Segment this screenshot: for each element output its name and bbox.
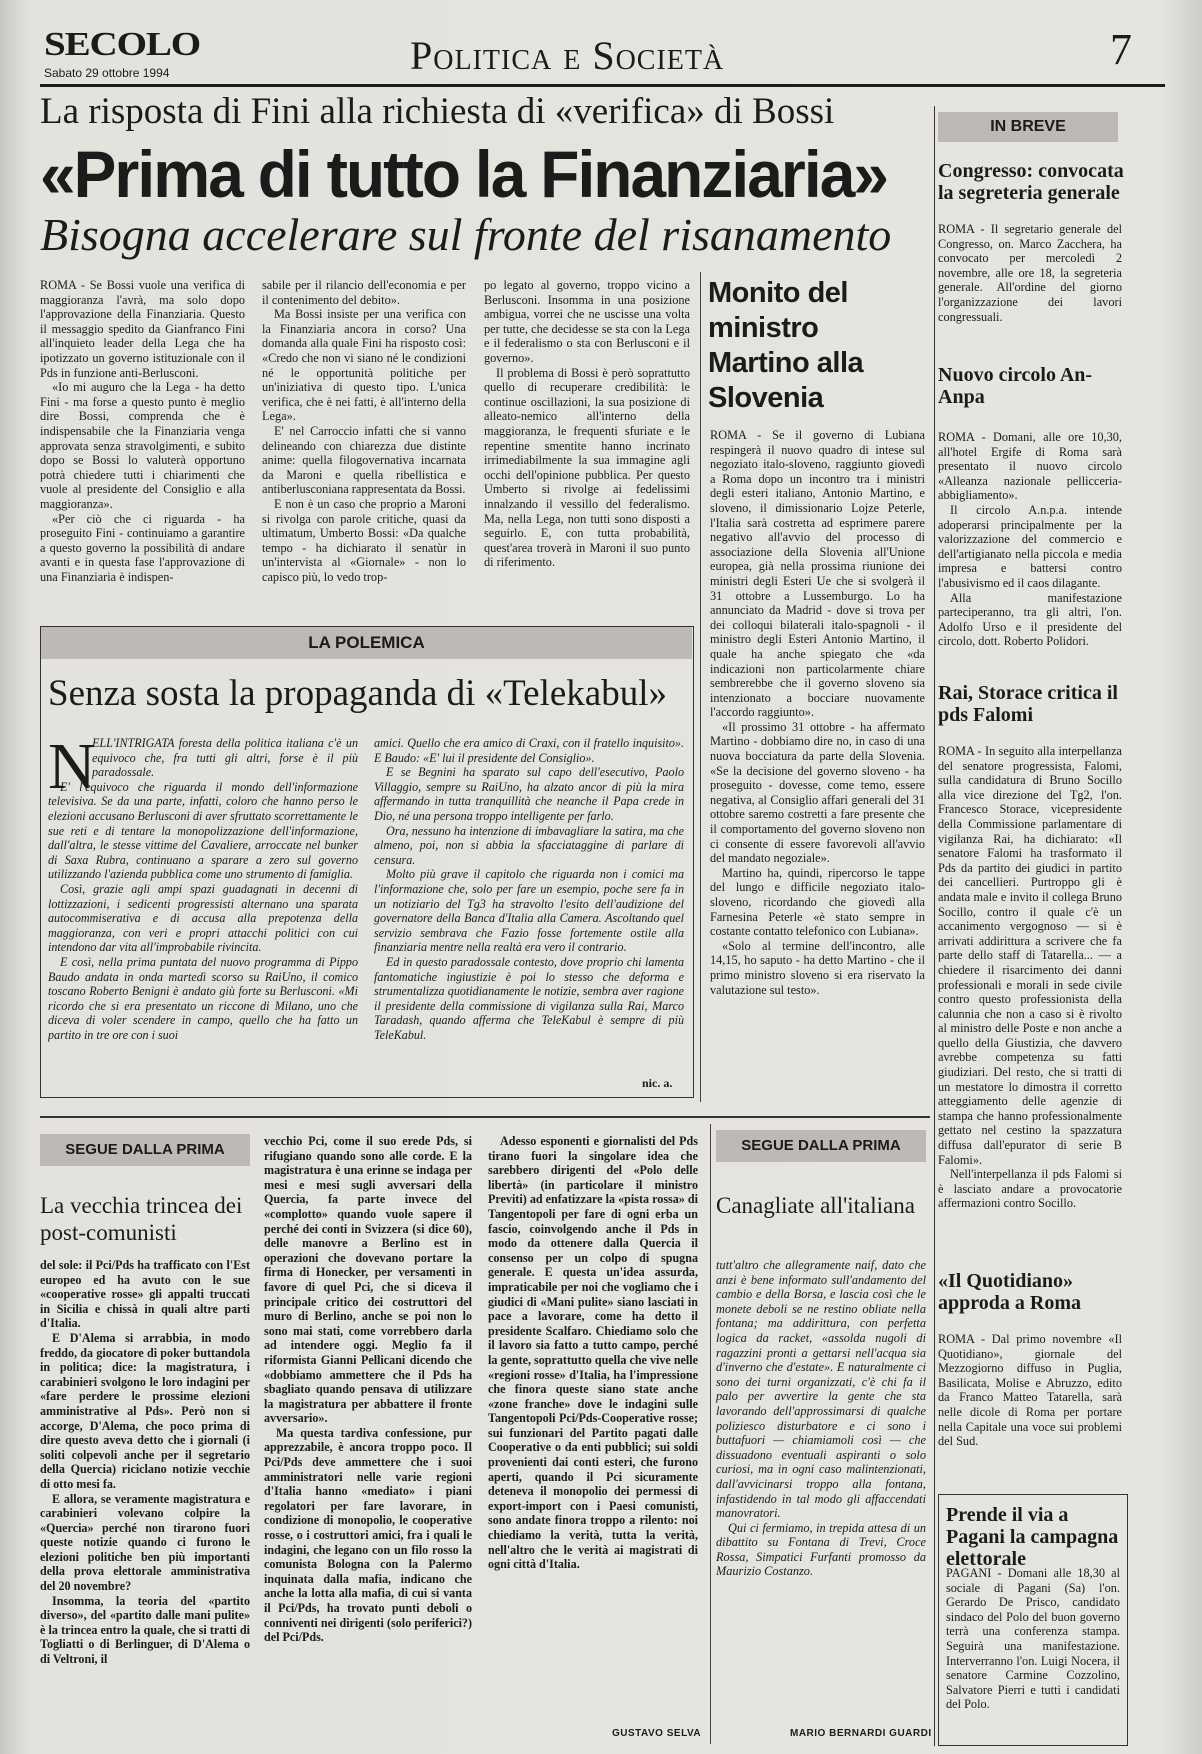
polemica-paragraph: Così, grazie agli ampi spazi guadagnati in decenni di lottizzazioni, i sedicenti progressisti alternano una sparata autocommiserativa e di accusa alla prepotenza della maggioranza, con veri e propri attacchi politici con cui intendono dar vita all'improbabile rivincita. [48,881,358,955]
brief-body [946,1566,1120,1738]
polemica-band: LA POLEMICA [41,627,692,659]
segue1-column-3 [488,1134,698,1724]
monito-title: Monito del ministro Martino alla Slovenia [708,277,864,414]
lead-paragraph: ROMA - Se Bossi vuole una verifica di maggioranza l'avrà, ma solo dopo l'approvazione della Finanziaria. Questo il messaggio spedito da Gianfranco Fini all'inquieto leader della Lega che ha ipotizzato un governo istituzionale con il Pds in funzione anti-Berlusconi. [40,278,245,380]
brief-paragraph: Nell'interpellanza il pds Falomi si è lasciato andare a provocatorie affermazioni contro Socillo. [938,1167,1122,1211]
sidebar-rule [934,106,935,1746]
lead-column-1 [40,278,245,616]
segue2-title: Canagliate all'italiana [716,1193,915,1218]
brief-paragraph: ROMA - Dal primo novembre «Il Quotidiano», giornale del Mezzogiorno diffuso in Puglia, Basilicata, Molise e Abruzzo, edito da Franco Matteo Tatarella, sarà nelle dicole di Roma per portare nella Capitale una voce sui problemi del Sud. [938,1332,1122,1449]
polemica-paragraph: E così, nella prima puntata del nuovo programma di Pippo Baudo andata in onda martedì scorso su RaiUno, il comico toscano Roberto Benigni è andato giù forte su Berlusconi. «Mi ricordo che si era presentato un ricconе di Milano, uno che diceva di voler scendere in campo, quello che ha fatto un partito in tre ore con i suoi [48,954,358,1042]
segue2-band: SEGUE DALLA PRIMA [716,1130,926,1162]
brief-title: Rai, Storace critica il pds Falomi [938,682,1118,726]
monito-paragraph: «Solo al termine dell'incontro, alle 14,15, ho saputo - ha detto Martino - che il primo ministro sloveno si era riservato la valutazione sul testo». [710,938,925,997]
brief-paragraph: ROMA - Il segretario generale del Congresso, on. Marco Zacchera, ha convocato per mercoledì 2 novembre, alle ore 18, la segreteria generale. All'ordine del giorno l'organizzazione dei lavori congressuali. [938,222,1122,324]
column-divider [710,1124,711,1744]
brief-paragraph: ROMA - In seguito alla interpellanza del senatore progressista, Falomi, sulla candidatura di Bruno Socillo alla vice direzione del Tg2, l'on. Francesco Storace, vicepresidente della Commissione parlamentare di vigilanza Rai, ha dichiarato: «Il senatore Falomi ha trasformato il Pds da partito dei giudici in partito dei cancellieri. Purtroppo gli è andata male e invito il collega Bruno Socillo, contro il quale c'è un accanimento vergognoso — si è arrivati addirittura a scrivere che fa parte dello staff di Tatarella... — a chiedere il risarcimento dei danni professionali e morali in sede civile contro questo professionista della calunnia che non a caso si è rivolto al ministro delle Poste e non anche a quello della Giustizia, che davvero avrebbe competenza su fatti giudiziari. Del resto, che si tratti di un mestatore lo dimostra il corretto atteggiamento delle agenzie di stampa che hanno professionalmente gettato nel cestino la spazzatura diffusa dall'epurator di serie B Falomi». [938,744,1122,1167]
lead-paragraph: sabile per il rilancio dell'economia e per il contenimento del debito». [262,278,466,307]
lead-paragraph: po legato al governo, troppo vicino a Berlusconi. Insomma in una posizione ambigua, vorrei che ne uscisse una volta per tutte, che decidesse se sta con la Lega e il federalismo o sta con Berlusconi e il governo». [484,278,690,365]
polemica-column-1 [48,730,358,1081]
monito-paragraph: Martino ha, quindi, ripercorso le tappe del lungo e difficile negoziato italo-sloveno, ricordando che giovedì alla Farnesina Peterle «è stato sempre in costante contatto telefonico con Lubiana». [710,865,925,939]
segue2-paragraph: Qui ci fermiamo, in trepida attesa di un dibattito su Fontana di Trevi, Croce Rossa, Simpatici Furfanti promosso da Maurizio Costanzo. [716,1520,926,1579]
lead-subhead: Bisogna accelerare sul fronte del risanamento [40,209,892,260]
polemica-paragraph: Ora, nessuno ha intenzione di imbavagliare la satira, ma che almeno, poi, non si abbia la sfacciataggine di parlare di censura. [374,823,684,867]
monito-paragraph: «Il prossimo 31 ottobre - ha affermato Martino - dobbiamo dire no, in caso di una nuova bocciatura da parte della Slovenia. «Se la decisione del governo sloveno - ha proseguito - dovesse, come temo, essere negativa, al Consiglio affari generali del 31 ottobre saremo costretti a fare presente che il comportamento del governo sloveno non ci consente di essere favorevoli all'avvio del mandato negoziale». [710,719,925,866]
page-number: 7 [1110,25,1132,74]
lead-paragraph: Ma Bossi insiste per una verifica con la Finanziaria ancora in corso? Una domanda alla quale Fini ha risposto così: «Credo che non vi siano né le condizioni né le opportunità politiche per un'iniziativa di questo tipo. L'unica verifica, che è nei fatti, è all'interno della Lega». [262,307,466,424]
brief-paragraph: Alla manifestazione parteciperanno, tra gli altri, l'on. Adolfo Urso e il presidente del circolo, dott. Roberto Polidori. [938,590,1122,649]
polemica-paragraph: amici. Quello che era amico di Craxi, con il fratello inquisito». E Baudo: «E' lui il presidente del Consiglio». [374,736,684,765]
segue1-paragraph: Insomma, la teoria del «partito diverso», del «partito dalle mani pulite» è la trincea entro la quale, che si tratti di Togliatti o di Berlinguer, di D'Alema o di Veltroni, il [40,1593,250,1667]
brief-title: Nuovo circolo An-Anpa [938,364,1093,408]
segue1-column-2 [264,1134,472,1744]
segue2-paragraph: tutt'altro che allegramente naif, dato che anzi è bene informato sull'andamento del cambio e della Borsa, e lascia così che le monete deboli se ne restino obliate nella fontana; ma addirittura, con perfetta logica da racket, «assolda nugoli di ragazzini pronti a gettarsi nell'acqua sia d'inverno che d'estate». E naturalmente ci sono dei turni organizzati, c'è chi fa il palo per avvertire la gente che sta lavorando dell'approssimarsi di qualche poliziesco disturbatore e ci sono i buttafuori — chiamiamoli così — che dissuadono eventuali aspiranti o solo curiosi, ma in ogni caso malintenzionati, dall'avvicinarsi troppo alla fontana, infastidendo in tal modo gli affaccendati manovratori. [716,1258,926,1521]
polemica-paragraph: Ed in questo paradossale contesto, dove proprio chi lamenta fantomatiche ingiustizie è poi lo stesso che deforma e strumentalizza quotidianamente le notizie, sembra aver ragione il presidente della commissione di vigilanza sulla Rai, Marco Taradash, quando afferma che TeleKabul è sempre di più TeleKabul. [374,954,684,1042]
lead-headline: «Prima di tutto la Finanziaria» [40,137,888,211]
lead-column-3 [484,278,690,616]
polemica-paragraph: E se Begnini ha sparato sul capo dell'esecutivo, Paolo Villaggio, sempre su RaiUno, ha alzato ancor di più la mira affermando in tutta tranquillità che neanche il Papa crede in Dio, né una persona troppo intelligente per farlo. [374,765,684,823]
brief-paragraph: PAGANI - Domani alle 18,30 al sociale di Pagani (Sa) l'on. Gerardo De Prisco, candidato sindaco del Polo del buon governo terrà una conferenza stampa. Seguirà una manifestazione. Interverranno l'on. Luigi Nocera, il senatore Carmine Cozzolino, Salvatore Pierri e tutti i candidati del Polo. [946,1566,1120,1712]
polemica-paragraph: Molto più grave il capitolo che riguarda non i comici ma l'informazione che, solo per fare un esempio, poche sere fa in un notiziario del Tg3 ha stravolto l'esito dell'audizione del governatore della Banca d'Italia alla Camera. Ascoltando quel servizio sembrava che Fazio fosse fortemente ostile alla finanziaria mentre nella realtà era vero il contrario. [374,867,684,955]
segue1-title: La vecchia trincea dei post-comunisti [40,1193,243,1245]
segue1-paragraph: Ma questa tardiva confessione, pur apprezzabile, è ancora troppo poco. Il Pci/Pds deve ammettere che i suoi amministratori nelle varie regioni d'Italia hanno «mediato» i piani regolatori per fare lavorare, in condizione di monopolio, le cooperative rosse, o i costruttori amici, fra i quali le indagini, che legano con un filo rosso la comunista Bologna con la Palermo inquinata dalla mafia, indicano che anche la lotta alla mafia, di cui si vanta il Pci/Pds, ha trovato punti deboli o conniventi nei dirigenti (solo periferici?) del Pci/Pds. [264,1425,472,1645]
segue1-paragraph: vecchio Pci, come il suo erede Pds, si rifugiano quando sono alle corde. E la magistratura è una erinne se indaga per mesi e mesi sugli avversari della Quercia, fa parte invece del «complotto» quando vuole sapere il perché dei conti in Svizzera (si dice 60), delle manovre a Berlino est in operazioni che dovevano portare la firma di Honecker, per versamenti in favore di quel Pci, che si diceva il principale critico dei costruttori del muro di Berlino, anche se poi non lo sono mai stati, come vorrebbero darla ad intendere oggi. Meglio fa il riformista Gianni Pellicani dicendo che «dobbiamo ammettere che il Pds ha sbagliato quando pensava di utilizzare la magistratura per abbattere il fronte avversario». [264,1134,472,1426]
brief-body [938,744,1122,1244]
polemica-title: Senza sosta la propaganda di «Telekabul» [48,673,668,714]
polemica-paragraph: E' l'equivoco che riguarda il mondo dell'informazione televisiva. Se da una parte, infatti, coloro che hanno perso le elezioni accusano Berlusconi di aver sfruttato scorrettamente le sue reti e di tentare la monopolizzazione dell'informazione, dall'altra, le stesse vittime del Cavaliere, arroccate nel bunker di Saxa Rubra, continuano a sparare a zero sul governo utilizzando l'azienda pubblica come uno strumento di famiglia. [48,779,358,882]
top-rule [40,84,1165,87]
segue1-paragraph: del sole: il Pci/Pds ha trafficato con l'Est europeo ed ha avuto con le sue «cooperative rosse» gli appalti truccati in Sicilia e chissà in quali altre parti d'Italia. [40,1258,250,1331]
section-title: Politica e Società [410,33,725,78]
segue1-paragraph: E allora, se veramente magistratura e carabinieri volevano colpire la «Quercia» perché non tirarono fuori queste notizie quando ci furono le elezioni politiche ben più importanti della prova elettorale amministrativa del 20 novembre? [40,1491,250,1594]
segue1-signature: GUSTAVO SELVA [612,1728,702,1739]
brief-title: Congresso: convocata la segreteria generale [938,160,1124,204]
brief-title: Prende il via a Pagani la campagna elettorale [946,1504,1119,1570]
lead-paragraph: E non è un caso che proprio a Maroni si rivolga con parole critiche, quasi da ultimatum, Umberto Bossi: «Da qualche tempo - ha dichiarato il senatùr in un'intervista al «Giornale» - non lo capisco più, lo vedo trop- [262,496,466,584]
segue1-column-1 [40,1258,250,1744]
column-divider [700,272,701,1102]
masthead-logo: SECOLO [44,26,201,63]
segue2-body [716,1258,926,1718]
masthead-date: Sabato 29 ottobre 1994 [44,66,170,80]
monito-body [710,428,925,1100]
brief-body [938,430,1122,670]
segue1-paragraph: E D'Alema si arrabbia, in modo freddo, da giocatore di poker buttandola in politica; dice: la magistratura, i carabinieri svolgono le loro indagini per «fare perdere le prossime elezioni amministrative al Pds». Però non si accorge, D'Alema, che poco prima di dire questo aveva detto che i giornali (i soliti colpevoli anche per il segretario della Quercia) riciclano notizie vecchie di otto mesi fa. [40,1330,250,1491]
segue1-paragraph: Adesso esponenti e giornalisti del Pds tirano fuori la singolare idea che sarebbero dirigenti del «Polo delle libertà» (in particolare il ministro Previti) ad enfatizzare la «pista rossa» di Tangentopoli per fare di ogni erba un fascio, coinvolgendo anche il Pds in modo da ottenere dalla Quercia il consenso per un colpo di spugna generale. E questa un'idea assurda, impraticabile per noi che vogliamo che i giudici di «Mani pulite» siano lasciati in pace a lavorare, come ha detto il presidente Scalfaro. Chiediamo solo che il lavoro sia fatto a tutto campo, perché la gente, soprattutto quella che vive nelle «regioni rosse» d'Italia, ha l'impressione che finora queste siano state anche «zone franche» dove le indagini sulle Tangentopoli Pci/Pds-Cooperative rosse; sui funzionari del Partito pagati dalle Cooperative o da enti pubblici; sui soldi provenienti dai conti esteri, che furono aperti, quando il Pci sicuramente deteneva il monopolio dei permessi di export-import con i Paesi comunisti, sono andate finora troppo a rilento: noi chiediamo la verità, tutta la verità, nell'altro che le verità ai magistrati di ogni città d'Italia. [488,1134,698,1572]
brief-paragraph: ROMA - Domani, alle ore 10,30, all'hotel Ergife di Roma sarà presentato il nuovo circolo «Alleanza nazionale pellicceria- abbigliamento». [938,430,1122,503]
polemica-paragraph: ELL'INTRIGATA foresta della politica italiana c'è un equivoco che, fra tutti gli altri, forse è il più paradossale. [92,736,358,780]
segue2-signature: MARIO BERNARDI GUARDI [790,1728,932,1739]
lead-paragraph: E' nel Carroccio infatti che si vanno delineando con chiarezza due distinte anime: quella filogovernativa incarnata da Maroni e quella ribellistica e antiberlusconiana rappresentata da Bossi. [262,423,466,497]
lead-column-2 [262,278,466,616]
monito-paragraph: ROMA - Se il governo di Lubiana respingerà il nuovo quadro di intese sul negoziato italo-sloveno, raggiunto giovedì a Roma dopo un incontro tra i ministri degli esteri italiano, Antonio Martino, e sloveno, il dimissionario Lojze Peterle, l'Italia sarà costretta ad esprimere parere negativo all'avvio del processo di associazione della Slovenia all'Unione europea, già nella prossima riunione dei ministri degli Esteri Ue che si svolgerà il 31 ottobre a Lussemburgo. Lo ha annunciato da Madrid - dove si trova per dei colloqui bilaterali italo-spagnoli - il ministro degli Esteri Antonio Martino, il quale ha anche spiegato che «da indicazioni non particolarmente chiare sembrerebbe che il governo sloveno sia intenzionato a bocciare nuovamente l'accordo raggiunto». [710,428,925,720]
brief-paragraph: Il circolo A.n.p.a. intende adoperarsi principalmente per la valorizzazione del commercio e dell'artigianato nella piccola e media impresa e battersi contro l'abusivismo ed il caos dilagante. [938,502,1122,590]
lead-paragraph: «Per ciò che ci riguarda - ha proseguito Fini - continuiamo a garantire a questo governo la possibilità di andare avanti e in questa fase l'approvazione di una Finanziaria è indispen- [40,511,245,584]
brief-body [938,222,1122,332]
inbreve-band: IN BREVE [938,112,1118,142]
lead-paragraph: «Io mi auguro che la Lega - ha detto Fini - ma forse a questo punto è meglio dire Bossi, comprenda che è indispensabile che la Finanziaria venga approvata senza stravolgimenti, e subito dopo se Bossi lo valuterà opportuno potrà chiedere tutti i chiarimenti che vuole al presidente del Consiglio e alla maggioranza». [40,380,245,511]
brief-title: «Il Quotidiano» approda a Roma [938,1270,1081,1314]
section-divider [40,1116,930,1118]
segue1-band: SEGUE DALLA PRIMA [40,1134,250,1166]
polemica-dropcap: N [48,730,96,803]
polemica-signature: nic. a. [642,1076,673,1090]
polemica-column-2 [374,736,684,1081]
lead-paragraph: Il problema di Bossi è però soprattutto quello di recuperare credibilità: le continue oscillazioni, la sua posizione di alleato-nemico all'interno della maggioranza, le frequenti sfuriate e le repentine smentite hanno incrinato irrimediabilmente la sua immagine agli occhi dell'opinione pubblica. Per questo Umberto si rivolge ai fedelissimi innalzando il vessillo del federalismo. Ma, nella Lega, non tutti sono disposti a seguirlo. E, con tutta probabilità, quest'area troverà in Maroni il suo punto di riferimento. [484,365,690,570]
lead-kicker: La risposta di Fini alla richiesta di «verifica» di Bossi [40,91,835,132]
brief-body [938,1332,1122,1480]
